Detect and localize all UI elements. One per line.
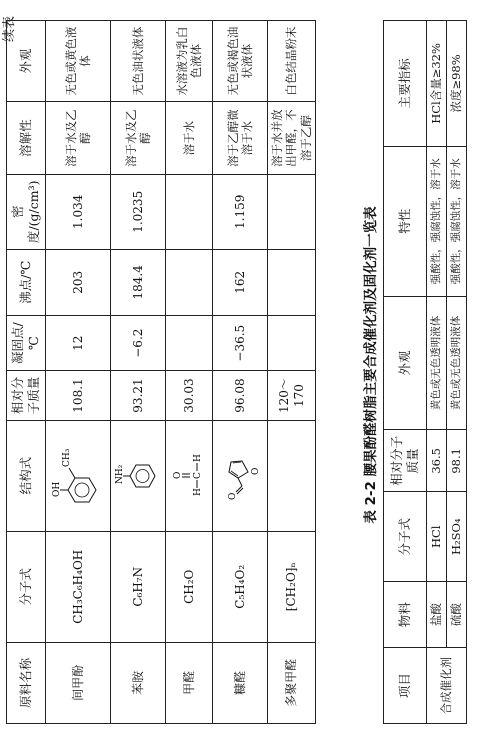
cell-appearance: 黄色或无色透明液体	[427, 296, 447, 430]
structure-aniline	[111, 420, 166, 531]
cell-mw: 98.1	[447, 430, 467, 492]
cell-bp: 162	[213, 249, 268, 315]
cell-spec: HCl含量≥32%	[427, 21, 447, 147]
struct-label: OH	[52, 481, 62, 497]
furan-ring-icon	[229, 461, 248, 478]
header-cell: 外观	[384, 296, 427, 430]
cell-material: 盐酸	[427, 582, 447, 648]
cell-name: 间甲酚	[46, 642, 111, 723]
cell-structure-empty	[268, 420, 316, 531]
table-row	[447, 21, 467, 724]
struct-label: C	[193, 471, 203, 479]
cell-formula: C₆H₇N	[111, 531, 166, 642]
cell-name: 糠醛	[213, 642, 268, 723]
raw-materials-table	[6, 20, 316, 724]
header-cell: 原料名称	[7, 642, 46, 723]
cell-appearance: 水溶液为乳白色液体	[166, 21, 213, 102]
header-cell: 特性	[384, 146, 427, 296]
struct-label: H	[193, 453, 203, 462]
struct-label: CH₃	[62, 448, 72, 467]
struct-label: O	[173, 471, 183, 479]
header-cell: 密度/(g/cm³)	[7, 174, 46, 249]
header-cell: 项目	[384, 648, 427, 724]
struct-label: O	[228, 492, 238, 500]
cell-property: 强酸性，强腐蚀性，溶于水	[447, 146, 467, 296]
cell-bp: 203	[46, 249, 111, 315]
cell-solubility: 溶于水及乙醇	[111, 102, 166, 175]
cell-fp	[268, 315, 316, 371]
header-cell: 溶解性	[7, 102, 46, 175]
cell-mw: 30.03	[166, 371, 213, 420]
cell-formula: ⁅CH₂O⁆ₙ	[268, 531, 316, 642]
header-cell: 外观	[7, 21, 46, 102]
cell-density: 1.0235	[111, 174, 166, 249]
structure-furfural	[213, 420, 268, 531]
continued-label: 续表	[2, 16, 17, 43]
struct-label: H	[193, 487, 203, 496]
cell-fp: −36.5	[213, 315, 268, 371]
header-cell: 物料	[384, 582, 427, 648]
structure-m-cresol	[46, 420, 111, 531]
catalyst-table	[383, 20, 467, 724]
cell-density	[268, 174, 316, 249]
structure-formaldehyde	[166, 420, 213, 531]
cell-fp: 12	[46, 315, 111, 371]
cell-formula: CH₃C₆H₄OH	[46, 531, 111, 642]
cell-mw: 120～170	[268, 371, 316, 420]
cell-formula: HCl	[427, 492, 447, 582]
cell-formula: CH₂O	[166, 531, 213, 642]
cell-mw: 36.5	[427, 430, 447, 492]
cell-fp	[166, 315, 213, 371]
cell-appearance: 无色或黄色液体	[46, 21, 111, 102]
cell-appearance: 黄色或无色透明液体	[447, 296, 467, 430]
cell-mw: 96.08	[213, 371, 268, 420]
cell-name: 多聚甲醛	[268, 642, 316, 723]
header-cell: 主要指标	[384, 21, 427, 147]
cell-solubility: 溶于水	[166, 102, 213, 175]
cell-mw: 108.1	[46, 371, 111, 420]
header-cell: 相对分子质量	[7, 371, 46, 420]
table-2-2-title: 表 2-2 腰果酚醛树脂主要合成催化剂及固化剂一览表	[363, 206, 379, 524]
cell-mw: 93.21	[111, 371, 166, 420]
benzene-ring-icon	[68, 478, 96, 502]
cell-bp: 184.4	[111, 249, 166, 315]
cell-spec: 浓度≥98%	[447, 21, 467, 147]
cell-name: 苯胺	[111, 642, 166, 723]
header-cell: 沸点/℃	[7, 249, 46, 315]
table-row	[111, 21, 166, 724]
cell-appearance: 无色油状液体	[111, 21, 166, 102]
cell-bp	[268, 249, 316, 315]
cell-formula: H₂SO₄	[447, 492, 467, 582]
cell-formula: C₅H₄O₂	[213, 531, 268, 642]
table-header-row	[384, 21, 427, 724]
table-row	[427, 21, 447, 724]
header-cell: 结构式	[7, 420, 46, 531]
cell-material: 硫酸	[447, 582, 467, 648]
cell-solubility: 溶于水并放出甲醛，不溶于乙醇	[268, 102, 316, 175]
cell-group: 合成催化剂	[427, 648, 467, 724]
cell-property: 强酸性，强腐蚀性，溶于水	[427, 146, 447, 296]
cell-density	[166, 174, 213, 249]
table-row	[268, 21, 316, 724]
struct-label: O	[251, 467, 261, 475]
cell-bp	[166, 249, 213, 315]
header-cell: 凝固点/℃	[7, 315, 46, 371]
table-row	[46, 21, 111, 724]
cell-fp: −6.2	[111, 315, 166, 371]
cell-appearance: 白色结晶粉末	[268, 21, 316, 102]
cell-appearance: 无色或褐色油状液体	[213, 21, 268, 102]
benzene-ring-icon	[130, 465, 155, 487]
cell-density: 1.034	[46, 174, 111, 249]
cell-name: 甲醛	[166, 642, 213, 723]
table-row	[213, 21, 268, 724]
header-cell: 相对分子质量	[384, 430, 427, 492]
header-cell: 分子式	[384, 492, 427, 582]
cell-solubility: 溶于水及乙醇	[46, 102, 111, 175]
header-cell: 分子式	[7, 531, 46, 642]
cell-solubility: 溶于乙醇微溶于水	[213, 102, 268, 175]
table-row	[166, 21, 213, 724]
table-header-row	[7, 21, 46, 724]
cell-density: 1.159	[213, 174, 268, 249]
struct-label: NH₂	[115, 464, 125, 484]
